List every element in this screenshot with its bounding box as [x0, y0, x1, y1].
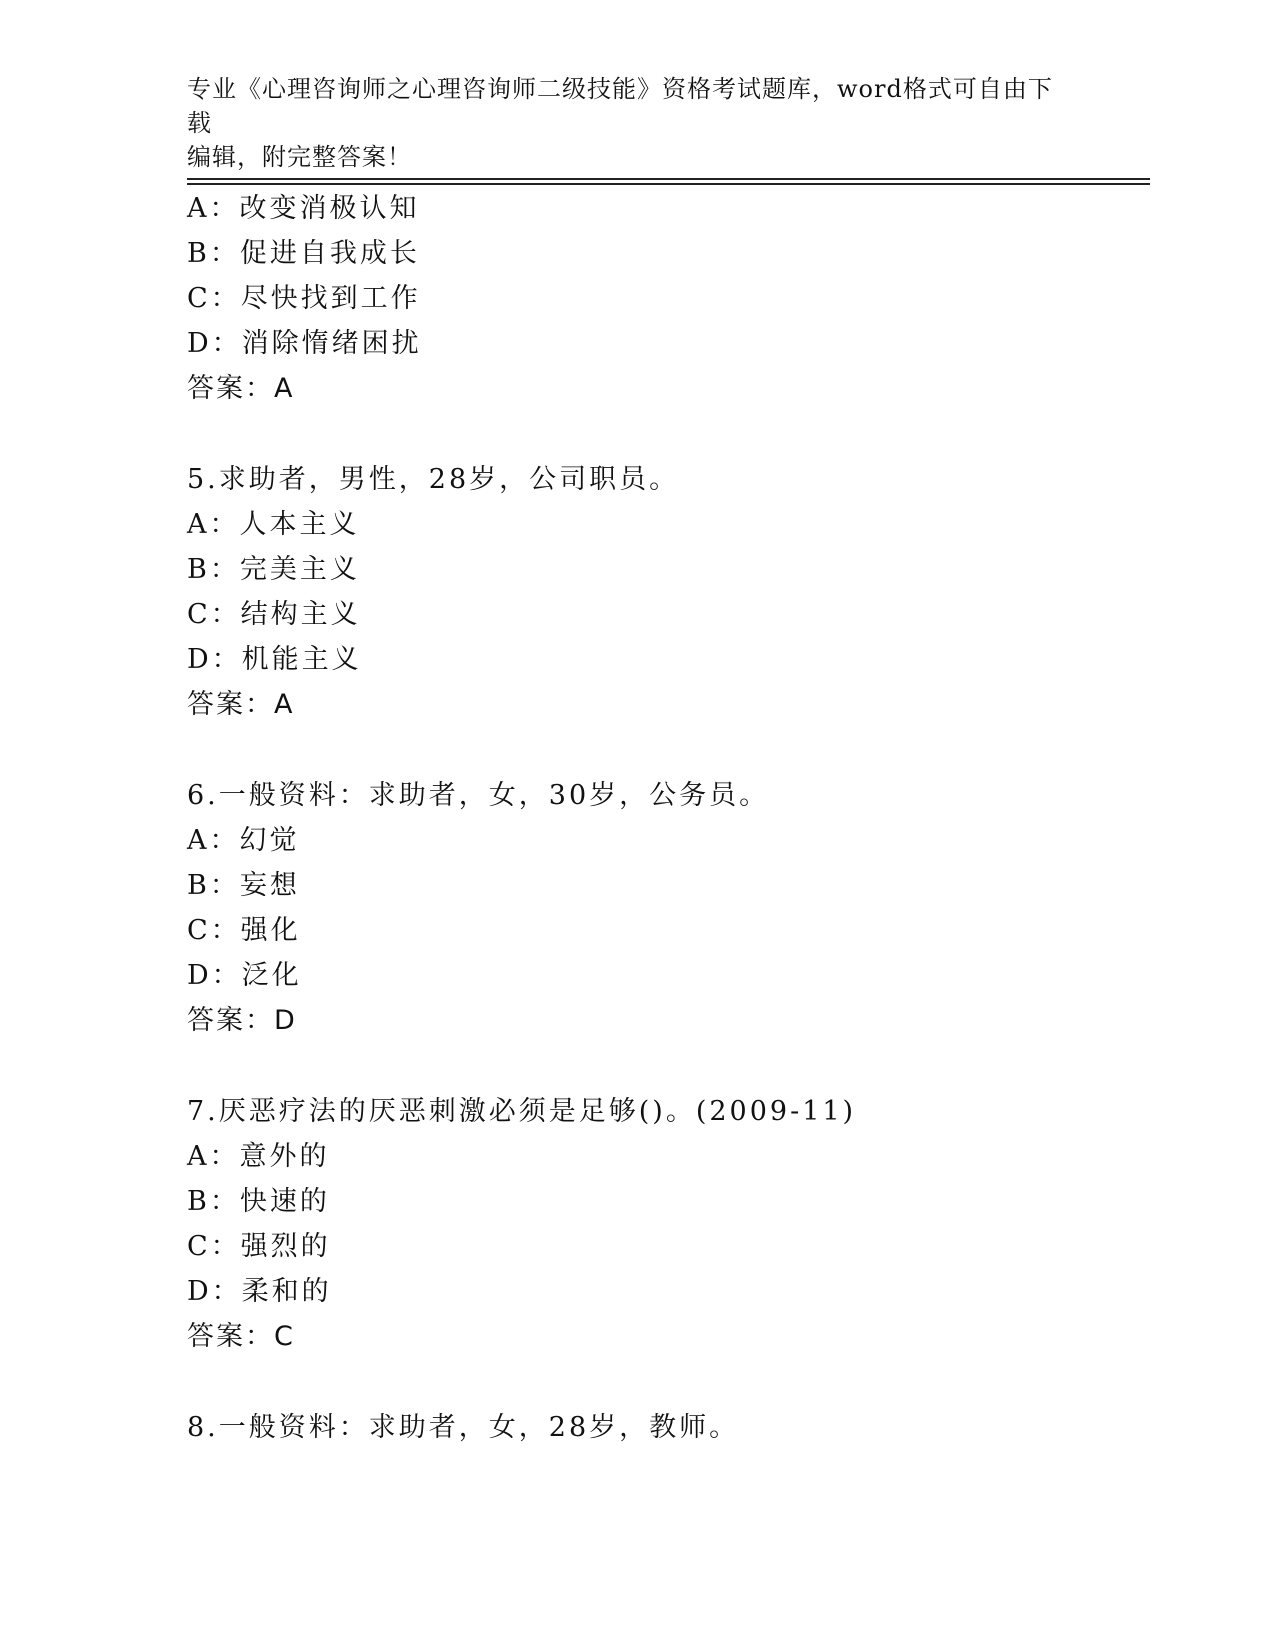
document-header	[187, 72, 1067, 174]
question-4-option-d: D：消除惰绪困扰	[187, 328, 422, 359]
question-4-answer: 答案：A	[187, 373, 295, 404]
header-title-line-2: 编辑，附完整答案！	[187, 143, 412, 171]
question-5-option-b: B：完美主义	[187, 554, 360, 585]
question-7-option-a: A：意外的	[187, 1141, 330, 1172]
question-5-answer: 答案：A	[187, 689, 295, 720]
question-7-option-d: D：柔和的	[187, 1276, 332, 1307]
question-6-answer: 答案：D	[187, 1005, 297, 1036]
header-title-line-1: 专业《心理咨询师之心理咨询师二级技能》资格考试题库，word格式可自由下载	[187, 75, 1053, 137]
question-7-stem: 7.厌恶疗法的厌恶刺激必须是足够()。(2009-11)	[187, 1096, 857, 1127]
question-5-option-a: A：人本主义	[187, 509, 360, 540]
question-6-option-a: A：幻觉	[187, 825, 300, 856]
question-5-option-c: C：结构主义	[187, 599, 361, 630]
question-7-option-c: C：强烈的	[187, 1231, 331, 1262]
question-6-option-b: B：妄想	[187, 870, 300, 901]
question-7-option-b: B：快速的	[187, 1186, 330, 1217]
header-divider-top	[187, 178, 1150, 180]
question-4-option-c: C：尽快找到工作	[187, 283, 421, 314]
header-divider-bottom	[187, 183, 1150, 185]
question-6-option-c: C：强化	[187, 915, 301, 946]
question-8-stem: 8.一般资料：求助者，女，28岁，教师。	[187, 1412, 740, 1443]
question-4-option-b: B：促进自我成长	[187, 238, 420, 269]
question-5-option-d: D：机能主义	[187, 644, 362, 675]
question-6-stem: 6.一般资料：求助者，女，30岁，公务员。	[187, 780, 770, 811]
question-7-answer: 答案：C	[187, 1321, 295, 1352]
question-5-stem: 5.求助者，男性，28岁，公司职员。	[187, 464, 680, 495]
question-4-option-a: A：改变消极认知	[187, 193, 420, 224]
question-6-option-d: D：泛化	[187, 960, 302, 991]
